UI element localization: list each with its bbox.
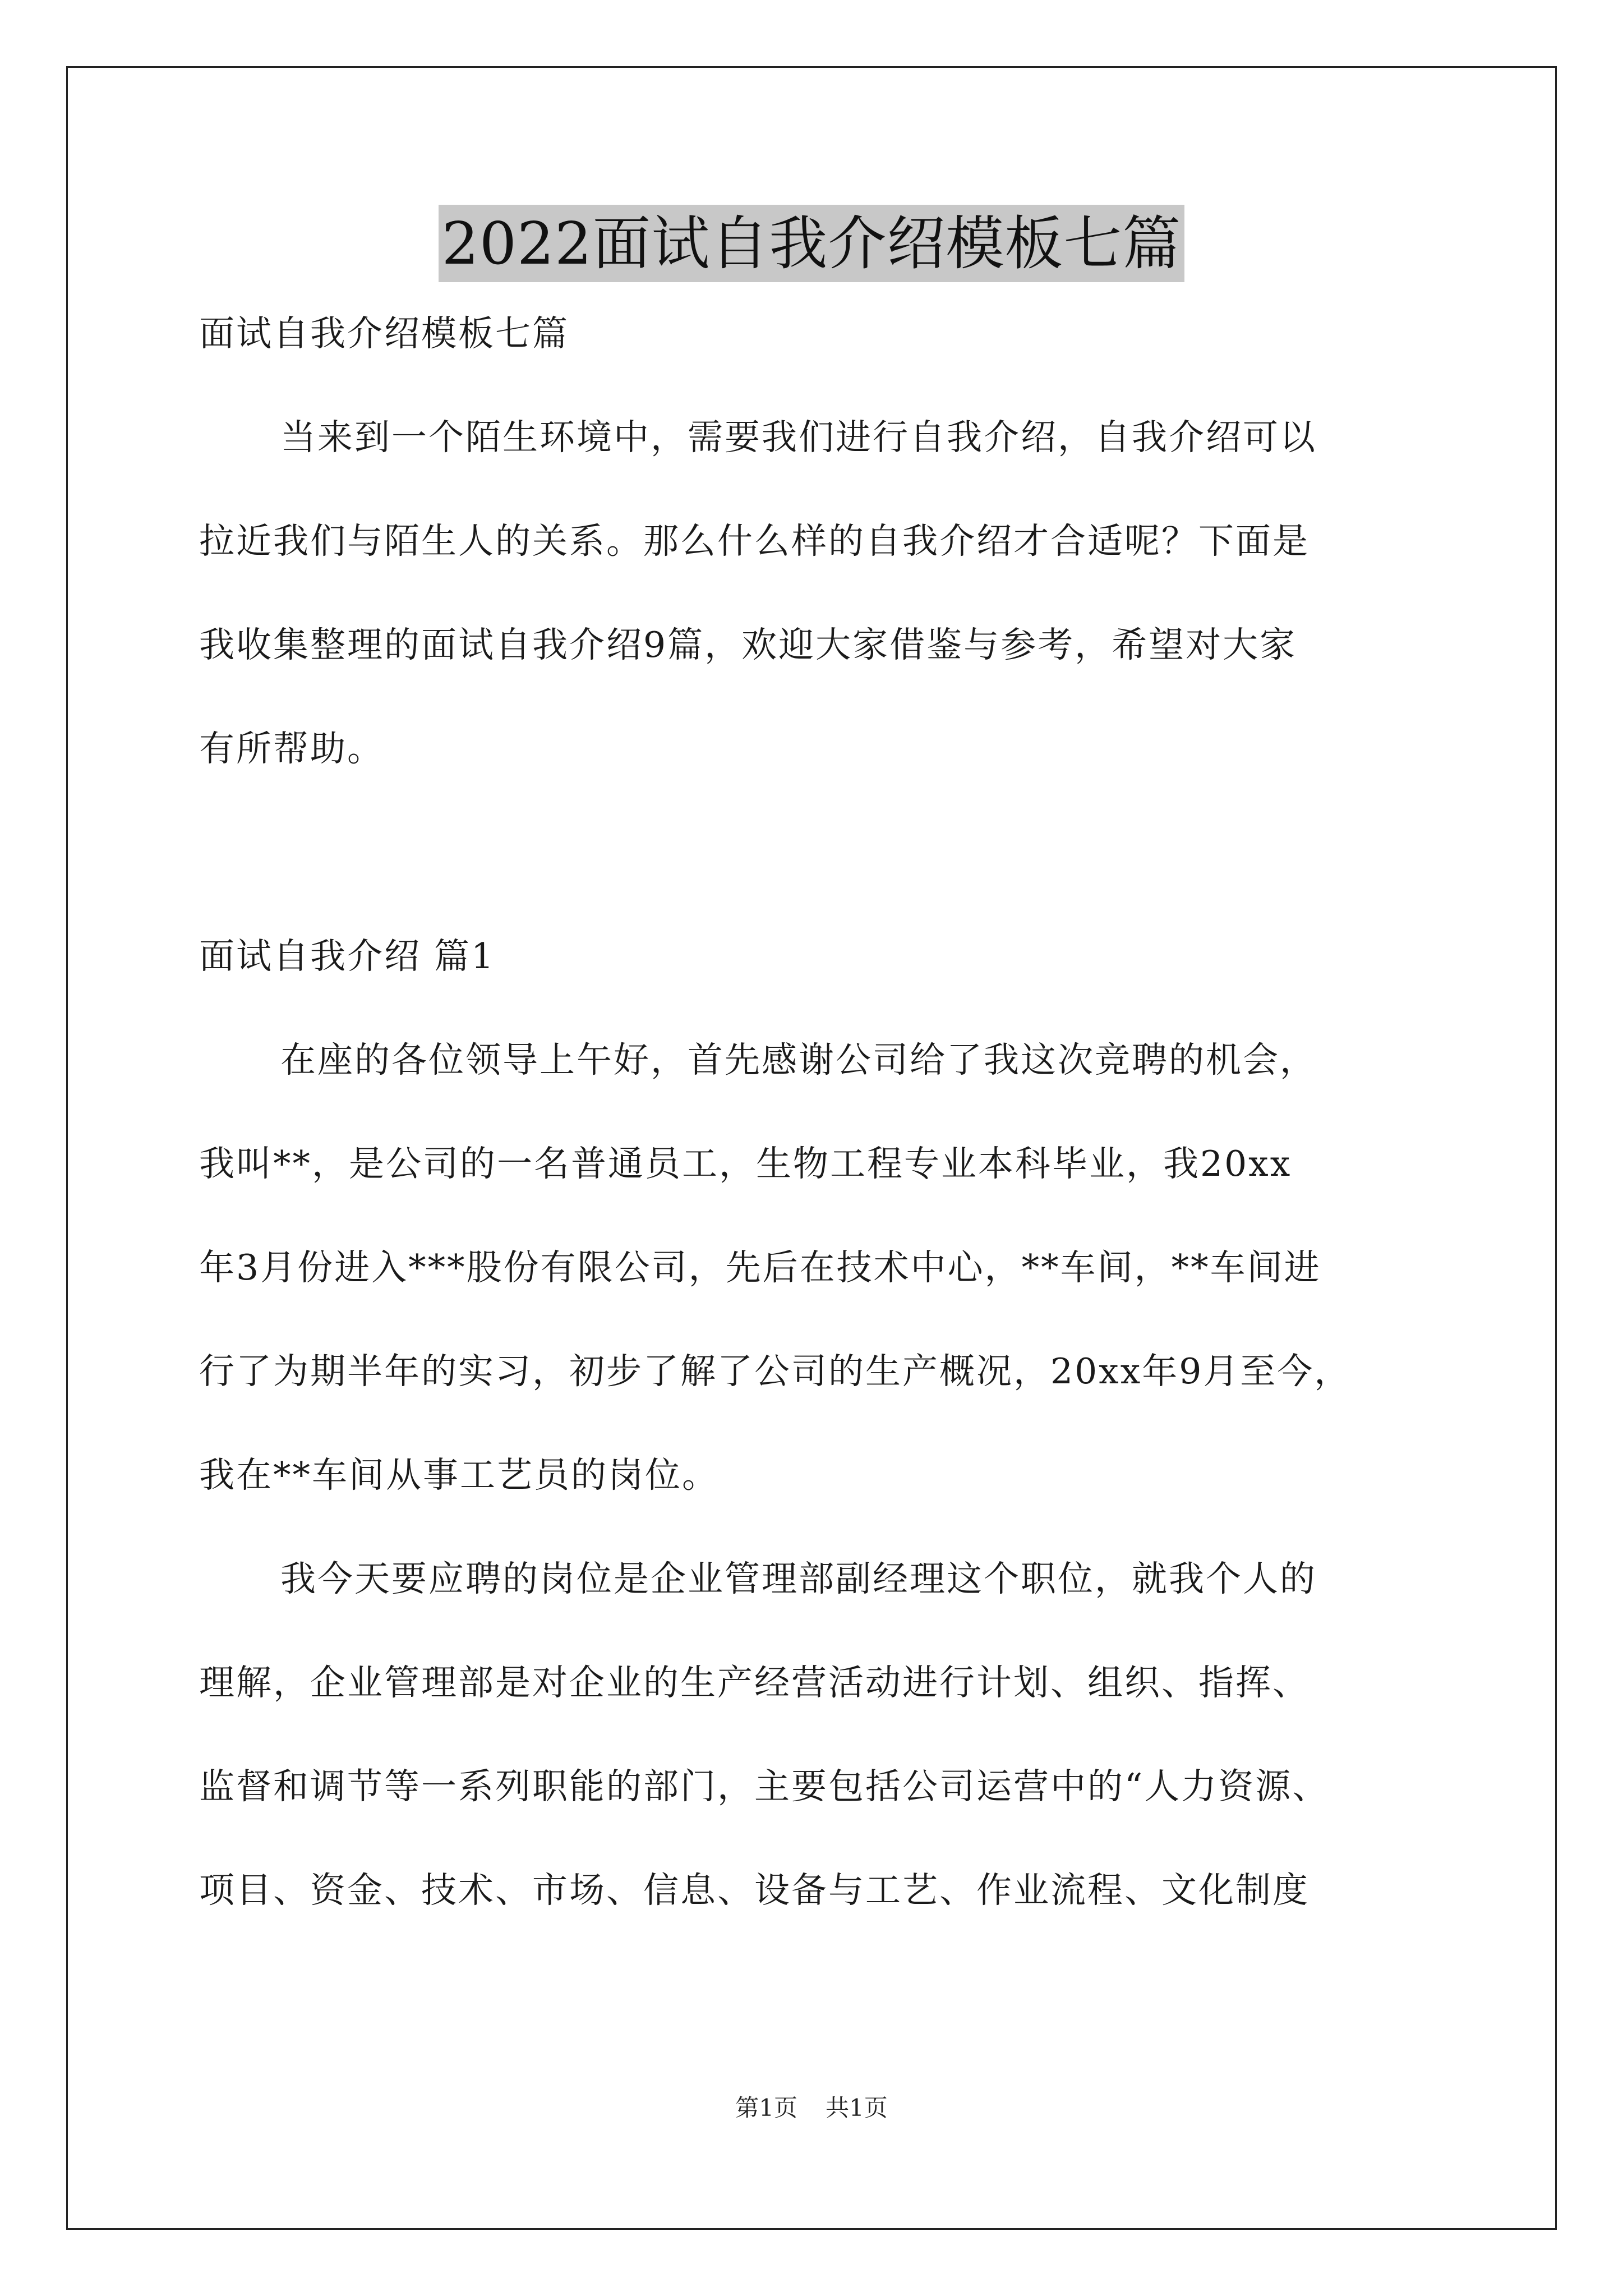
line-text: 拉近我们与陌生人的关系。那么什么样的自我介绍才合适呢？下面是	[199, 521, 1310, 562]
line-text: 年3月份进入***股份有限公司，先后在技术中心，**车间，**车间进	[199, 1247, 1321, 1288]
line-text: 我今天要应聘的岗位是企业管理部副经理这个职位，就我个人的	[280, 1558, 1317, 1599]
body-line-9	[199, 1139, 1467, 1243]
body-line-15	[199, 1761, 1467, 1865]
line-text: 有所帮助。	[199, 728, 384, 769]
line-text: 在座的各位领导上午好，首先感谢公司给了我这次竞聘的机会，	[280, 1039, 1317, 1080]
section-heading-1	[199, 931, 1467, 1035]
body-line-11	[199, 1346, 1467, 1450]
body-line-3	[199, 516, 1467, 620]
body-line-10	[199, 1243, 1467, 1346]
page-footer	[0, 2090, 1623, 2123]
line-text: 行了为期半年的实习，初步了解了公司的生产概况，20xx年9月至今，	[199, 1351, 1352, 1392]
body-line-12	[199, 1450, 1467, 1554]
line-text: 我收集整理的面试自我介绍9篇，欢迎大家借鉴与参考，希望对大家	[199, 624, 1297, 665]
line-text: 我在**车间从事工艺员的岗位。	[199, 1455, 719, 1496]
body-line-4	[199, 620, 1467, 724]
body-line-16	[199, 1865, 1467, 1969]
line-text: 我叫**，是公司的一名普通员工，生物工程专业本科毕业，我20xx	[199, 1143, 1292, 1184]
page-number: 第1页	[735, 2094, 797, 2122]
document-title: 2022面试自我介绍模板七篇	[439, 205, 1185, 282]
line-text: 当来到一个陌生环境中，需要我们进行自我介绍，自我介绍可以	[280, 417, 1317, 458]
body-line-5	[199, 724, 1467, 827]
title-container	[0, 205, 1623, 282]
line-text: 理解，企业管理部是对企业的生产经营活动进行计划、组织、指挥、	[199, 1662, 1310, 1703]
body-line-13	[199, 1554, 1467, 1658]
line-text: 面试自我介绍 篇1	[199, 936, 496, 977]
line-text: 监督和调节等一系列职能的部门，主要包括公司运营中的“人力资源、	[199, 1766, 1330, 1807]
body-line-1	[199, 309, 1467, 412]
document-body	[199, 309, 1467, 1969]
body-line-8	[199, 1035, 1467, 1139]
body-line-2	[199, 412, 1467, 516]
page-total: 共1页	[826, 2094, 888, 2122]
line-text: 项目、资金、技术、市场、信息、设备与工艺、作业流程、文化制度	[199, 1870, 1310, 1911]
body-line-14	[199, 1658, 1467, 1761]
line-text: 面试自我介绍模板七篇	[199, 313, 569, 354]
body-line-blank	[199, 827, 1467, 931]
